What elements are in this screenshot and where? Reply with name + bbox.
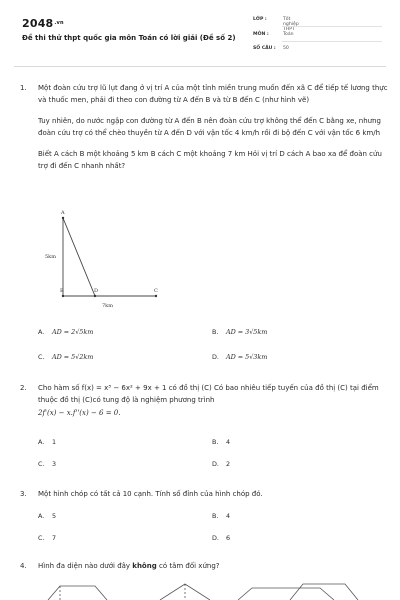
option-label: B. <box>212 328 219 336</box>
shape-4-outline <box>290 584 358 600</box>
label-b: B <box>60 288 64 294</box>
label-ab-length: 5km <box>45 254 56 260</box>
triangle-diagram <box>38 210 168 320</box>
page-header <box>0 0 400 68</box>
point-c <box>155 295 157 297</box>
option-text: AD = 5√3km <box>226 353 268 361</box>
option-label: C. <box>38 534 45 542</box>
option-text: 1 <box>52 438 57 446</box>
option-text: AD = 2√5km <box>52 328 94 336</box>
option-label: A. <box>38 328 45 336</box>
question-2-para-1: Cho hàm số f(x) = x³ − 6x² + 9x + 1 có đồ thị (C) Có bao nhiêu tiếp tuyến của đồ thị (C) tại điểm thuộc đồ thị (C)có tung độ là nghiệm phương trình <box>38 384 379 405</box>
segment-ad <box>63 218 95 296</box>
q2-option-c[interactable] <box>38 460 56 468</box>
meta-grade-key: LỚP : <box>253 17 267 22</box>
question-4-text: Hình đa diện nào dưới đây không có tâm đối xứng? <box>38 562 220 570</box>
option-text: 5 <box>52 512 57 520</box>
label-bc-length: 7km <box>102 303 113 309</box>
question-1-para-1: Một đoàn cứu trợ lũ lụt đang ở vị trí A của một tỉnh miền trung muốn đến xã C để tiếp tế lương thực và thuốc men, phải đi theo con đường từ A đến B và từ B đến C (như hình vẽ) <box>38 84 388 105</box>
option-text: AD = 5√2km <box>52 353 94 361</box>
q2-option-d[interactable] <box>212 460 230 468</box>
shape-1-outline <box>48 586 107 600</box>
question-number: 2. <box>20 384 27 392</box>
q3-option-d[interactable] <box>212 534 230 542</box>
q3-option-b[interactable] <box>212 512 230 520</box>
option-label: B. <box>212 438 219 446</box>
option-text: 4 <box>226 438 231 446</box>
q1-option-a[interactable] <box>38 328 93 336</box>
shape-3-outline <box>238 588 334 600</box>
option-text: AD = 3√5km <box>226 328 268 336</box>
point-b <box>62 295 64 297</box>
label-d: D <box>94 288 99 294</box>
option-label: D. <box>212 460 219 468</box>
q1-option-c[interactable] <box>38 353 93 361</box>
question-1-figure <box>38 210 168 320</box>
question-4-shapes <box>0 582 400 600</box>
meta-subject-key: MÔN : <box>253 32 269 37</box>
label-a: A <box>61 210 65 216</box>
point-a <box>62 217 64 219</box>
point-d <box>94 295 96 297</box>
question-1-para-2: Tuy nhiên, do nước ngập con đường từ A đến B nên đoàn cứu trợ không thể đến C bằng xe, nhưng đoàn cứu trợ có thể chèo thuyền từ A đến D với vận tốc 4 km/h rồi đi bộ đến C với vận tốc 6 km/h <box>38 116 381 138</box>
option-label: B. <box>212 512 219 520</box>
label-c: C <box>154 288 158 294</box>
q3-option-a[interactable] <box>38 512 56 520</box>
option-label: A. <box>38 438 45 446</box>
option-label: C. <box>38 460 45 468</box>
option-label: C. <box>38 353 45 361</box>
meta-count-key: SỐ CÂU : <box>253 46 276 51</box>
option-text: 6 <box>226 534 231 542</box>
q2-option-b[interactable] <box>212 438 230 446</box>
option-text: 7 <box>52 534 57 542</box>
question-1-para-3: Biết A cách B một khoảng 5 km B cách C một khoảng 7 km Hỏi vị trí D cách A bao xa để đoàn cứu trợ đi đến C nhanh nhất? <box>38 149 382 171</box>
option-label: A. <box>38 512 45 520</box>
question-number: 1. <box>20 84 27 92</box>
header-divider <box>14 66 386 67</box>
meta-count-value: 50 <box>283 46 289 51</box>
option-text: 4 <box>226 512 231 520</box>
meta-grade-value: Tốt nghiệp THPT <box>283 17 299 32</box>
q2-option-a[interactable] <box>38 438 56 446</box>
option-label: D. <box>212 353 219 361</box>
q1-option-b[interactable] <box>212 328 267 336</box>
meta-subject-value: Toán <box>283 32 294 37</box>
site-logo[interactable] <box>22 17 64 30</box>
option-text: 3 <box>52 460 57 468</box>
question-3-text: Một hình chóp có tất cả 10 cạnh. Tính số đỉnh của hình chóp đó. <box>38 490 263 498</box>
logo-text: 2048 <box>22 17 54 30</box>
q1-option-d[interactable] <box>212 353 267 361</box>
q3-option-c[interactable] <box>38 534 56 542</box>
question-number: 4. <box>20 562 27 570</box>
document-title: Đề thi thử thpt quốc gia môn Toán có lời giải (Đề số 2) <box>22 34 236 42</box>
question-4-emphasis: không <box>132 562 157 570</box>
option-label: D. <box>212 534 219 542</box>
option-text: 2 <box>226 460 231 468</box>
question-2-equation: 2f'(x) − x.f''(x) − 6 = 0. <box>38 408 121 417</box>
question-number: 3. <box>20 490 27 498</box>
logo-suffix: .vn <box>54 20 64 26</box>
